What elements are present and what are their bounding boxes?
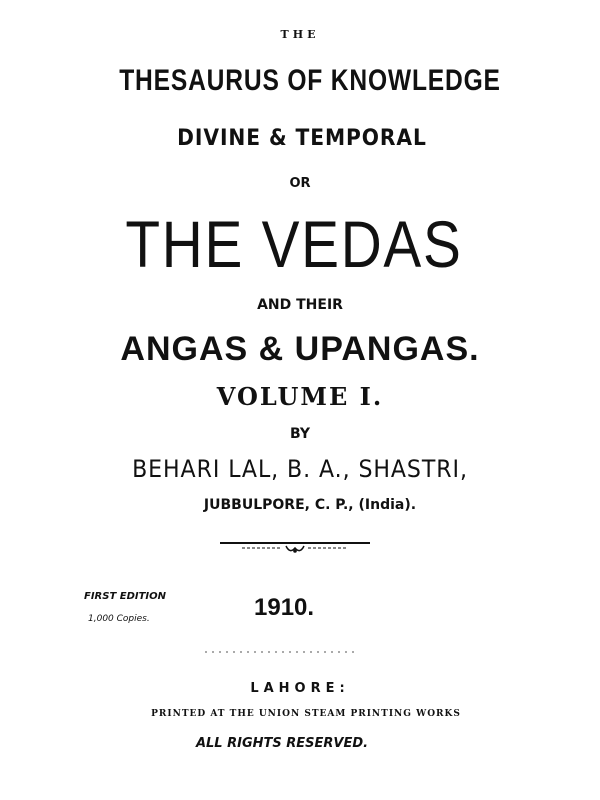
printer-line: PRINTED AT THE UNION STEAM PRINTING WORKS: [151, 709, 461, 719]
rights-notice: ALL RIGHTS RESERVED.: [195, 736, 369, 751]
main-title: THESAURUS OF KNOWLEDGE: [119, 64, 501, 97]
angas-upangas-title: ANGAS & UPANGAS.: [120, 330, 480, 368]
dotted-rule-icon: [205, 648, 355, 656]
edition-label: FIRST EDITION: [84, 591, 167, 602]
publication-year: 1910.: [254, 594, 315, 621]
by-text: BY: [289, 426, 311, 442]
author-place: JUBBULPORE, C. P., (India).: [203, 497, 417, 513]
conjunction-or: OR: [289, 176, 311, 191]
publication-city: LAHORE:: [250, 681, 350, 696]
and-their-text: AND THEIR: [257, 297, 343, 313]
volume-label: VOLUME I.: [216, 382, 384, 411]
subtitle: DIVINE & TEMPORAL: [177, 126, 427, 151]
copies-count: 1,000 Copies.: [88, 614, 150, 624]
author-name: BEHARI LAL, B. A., SHASTRI,: [132, 455, 468, 483]
heading-the: THE: [280, 28, 320, 41]
work-title: THE VEDAS: [125, 207, 463, 281]
ornament-divider-icon: [220, 540, 370, 556]
